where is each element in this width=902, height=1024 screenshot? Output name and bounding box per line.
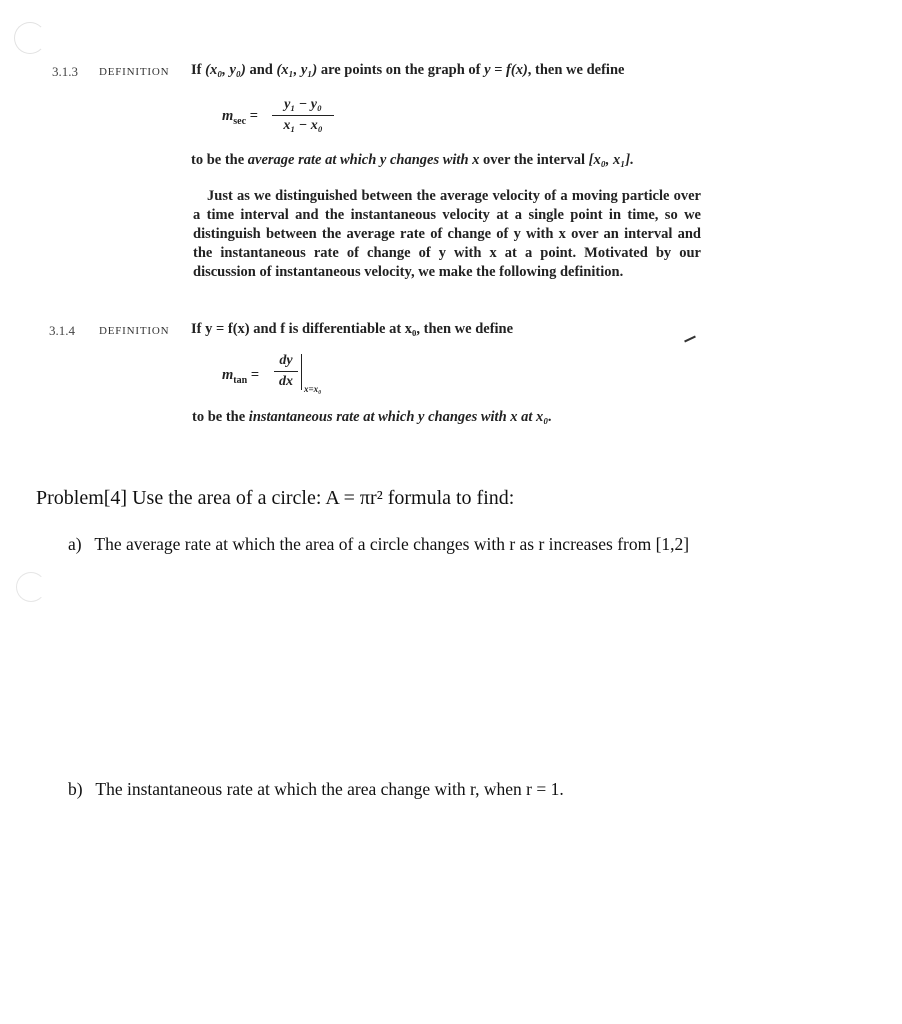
fraction-bar [274, 371, 298, 372]
mtan-lhs: $m_{tan}$ = [222, 367, 260, 386]
scan-mark-top [14, 22, 46, 54]
msec-lhs: $m_{sec}$ = [222, 108, 258, 127]
def1-statement: If (x₀, y₀) and (x₁, y₁) are points on the graph of y = f(x), then we define [191, 62, 625, 78]
msec-fraction [272, 97, 334, 134]
pencil-tick-mark [684, 336, 696, 343]
evaluation-bar [301, 354, 302, 390]
part-b [68, 779, 564, 800]
mtan-evaluation-point: x=x₀ [304, 384, 322, 394]
fraction-bar [272, 115, 334, 116]
mtan-fraction [274, 353, 298, 390]
def2-label: DEFINITION [99, 325, 170, 337]
part-b-label: b) [68, 779, 83, 799]
part-a-text: The average rate at which the area of a circle changes with r as r increases from [1,2] [94, 534, 690, 554]
problem-title: Problem[4] Use the area of a circle: A = πr² formula to find: [36, 487, 515, 509]
part-a-label: a) [68, 534, 82, 554]
mtan-denominator: dx [279, 374, 293, 389]
scan-mark-middle [16, 572, 46, 602]
def2-statement: If y = f(x) and f is differentiable at x₀, then we define [191, 321, 514, 337]
mtan-numerator: dy [279, 353, 293, 368]
def2-conclusion: to be the instantaneous rate at which y changes with x at x₀. [192, 409, 552, 425]
part-b-text: The instantaneous rate at which the area change with r, when r = 1. [95, 779, 564, 799]
def2-number: 3.1.4 [49, 323, 75, 338]
part-a [68, 534, 689, 555]
def1-label: DEFINITION [99, 66, 170, 78]
def1-number: 3.1.3 [52, 64, 78, 79]
explanatory-paragraph: Just as we distinguished between the average velocity of a moving particle over a time interval and the instantaneous velocity at a single point in time, so we distinguish between the average rate of change of y with x over an interval and the instantaneous rate of change of y with x at a point. Motivated by our discussion of instantaneous velocity, we make the following definition. [193, 188, 701, 280]
msec-numerator: y₁ − y₀ [284, 97, 322, 112]
def1-conclusion: to be the average rate at which y changes with x over the interval [x₀, x₁]. [191, 152, 634, 168]
msec-denominator: x₁ − x₀ [283, 118, 323, 133]
